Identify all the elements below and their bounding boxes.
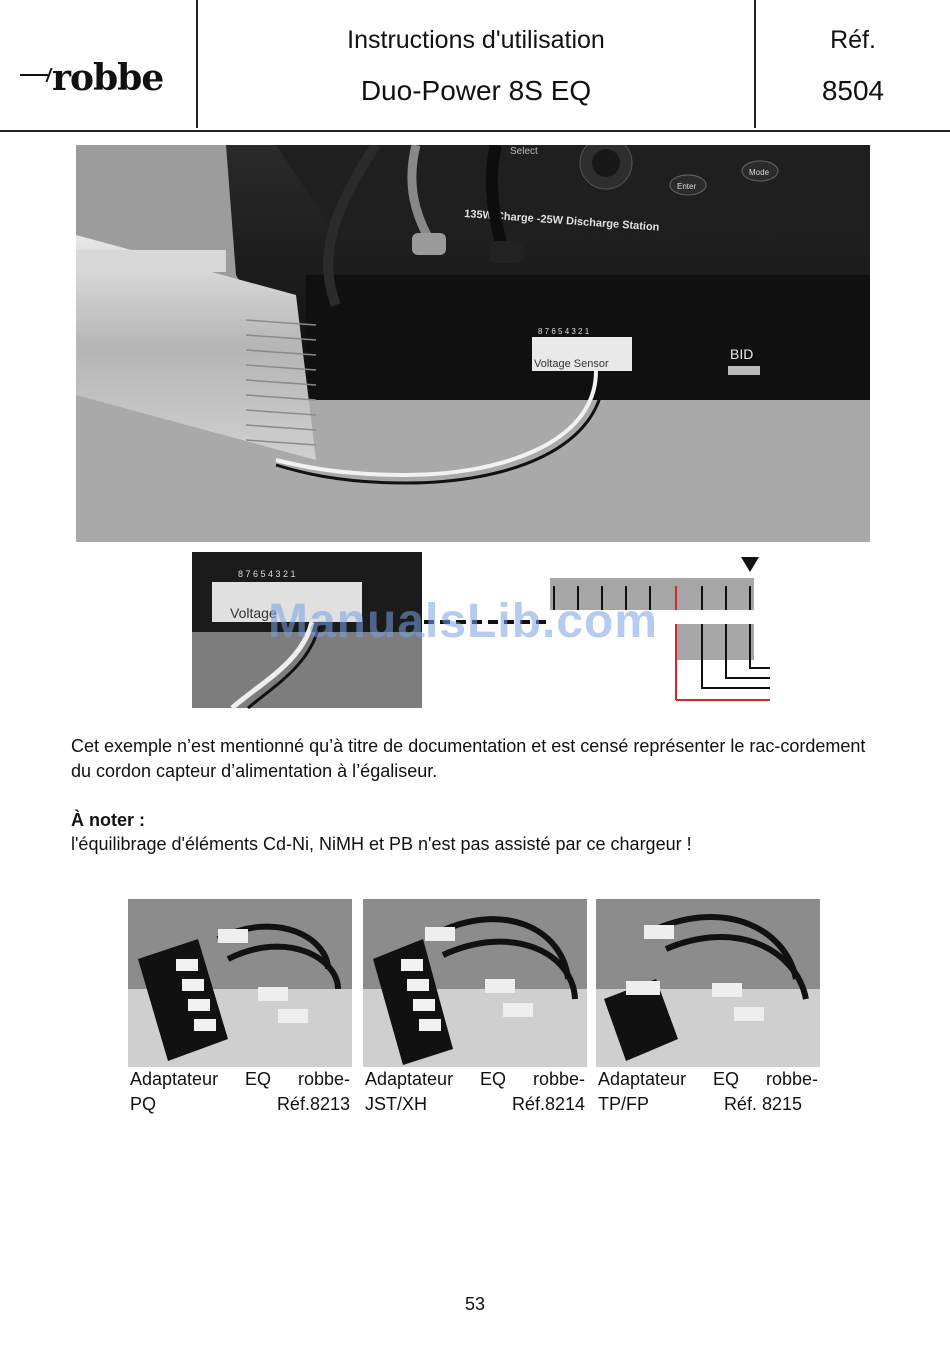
product-pq <box>128 899 352 1117</box>
ref-cell <box>756 0 950 128</box>
robbe-logo: robbe <box>52 57 164 99</box>
note-title: À noter : <box>71 810 145 830</box>
caption-ref: Réf.8213 <box>276 1094 350 1114</box>
adapter-pq-illustration <box>128 899 352 1067</box>
photo-sensor-label: Voltage Sensor <box>534 358 609 370</box>
diagram-sensor-label: Voltage <box>230 605 277 621</box>
product-jst-xh <box>363 899 587 1117</box>
enter-label: Enter <box>677 182 697 191</box>
product-caption <box>596 1067 820 1117</box>
product-caption <box>363 1067 587 1117</box>
ref-label: Réf. <box>830 26 876 54</box>
caption-line1: Adaptateur EQ robbe- <box>598 1069 818 1089</box>
product-name: Duo-Power 8S EQ <box>360 75 592 106</box>
caption-ref: Réf. 8215 <box>723 1094 802 1114</box>
caption-type: TP/FP <box>598 1094 650 1114</box>
adapter-pq-image <box>128 899 352 1067</box>
note-text: l'équilibrage d'éléments Cd-Ni, NiMH et PB n'est pas assisté par ce chargeur ! <box>71 834 692 854</box>
title-cell <box>198 0 756 128</box>
adapter-tp-fp-image <box>596 899 820 1067</box>
caption-line1: Adaptateur EQ robbe- <box>130 1069 350 1089</box>
mode-label: Mode <box>749 168 770 177</box>
description-paragraph: Cet exemple n’est mentionné qu’à titre de documentation et est censé représenter le rac-cordement du cordon capteur d’alimentation à l’égaliseur. <box>71 736 866 781</box>
page-header <box>0 0 950 132</box>
caption-type: PQ <box>130 1094 157 1114</box>
product-caption <box>128 1067 352 1117</box>
logo-cell <box>0 0 198 128</box>
logo-arrow-icon <box>20 74 48 76</box>
document-type: Instructions d'utilisation <box>347 26 605 54</box>
photo-sensor-numbers: 8 7 6 5 4 3 2 1 <box>538 327 590 336</box>
select-label: Select <box>510 146 538 157</box>
charger-photo-illustration <box>76 145 870 542</box>
bid-label: BID <box>730 346 754 362</box>
page-number: 53 <box>464 1294 486 1314</box>
product-tp-fp <box>596 899 820 1117</box>
caption-type: JST/XH <box>365 1094 428 1114</box>
charger-connection-photo <box>76 145 870 542</box>
panel-title: 135W Charge -25W Discharge Station <box>463 208 660 234</box>
adapter-jst-xh-illustration <box>363 899 587 1067</box>
adapter-tp-fp-illustration <box>596 899 820 1067</box>
caption-line1: Adaptateur EQ robbe- <box>365 1069 585 1089</box>
ref-number: 8504 <box>821 75 885 106</box>
watermark-text: ManualsLib.com <box>268 595 659 648</box>
caption-ref: Réf.8214 <box>511 1094 585 1114</box>
diagram-sensor-numbers: 8 7 6 5 4 3 2 1 <box>238 569 296 579</box>
adapter-jst-xh-image <box>363 899 587 1067</box>
